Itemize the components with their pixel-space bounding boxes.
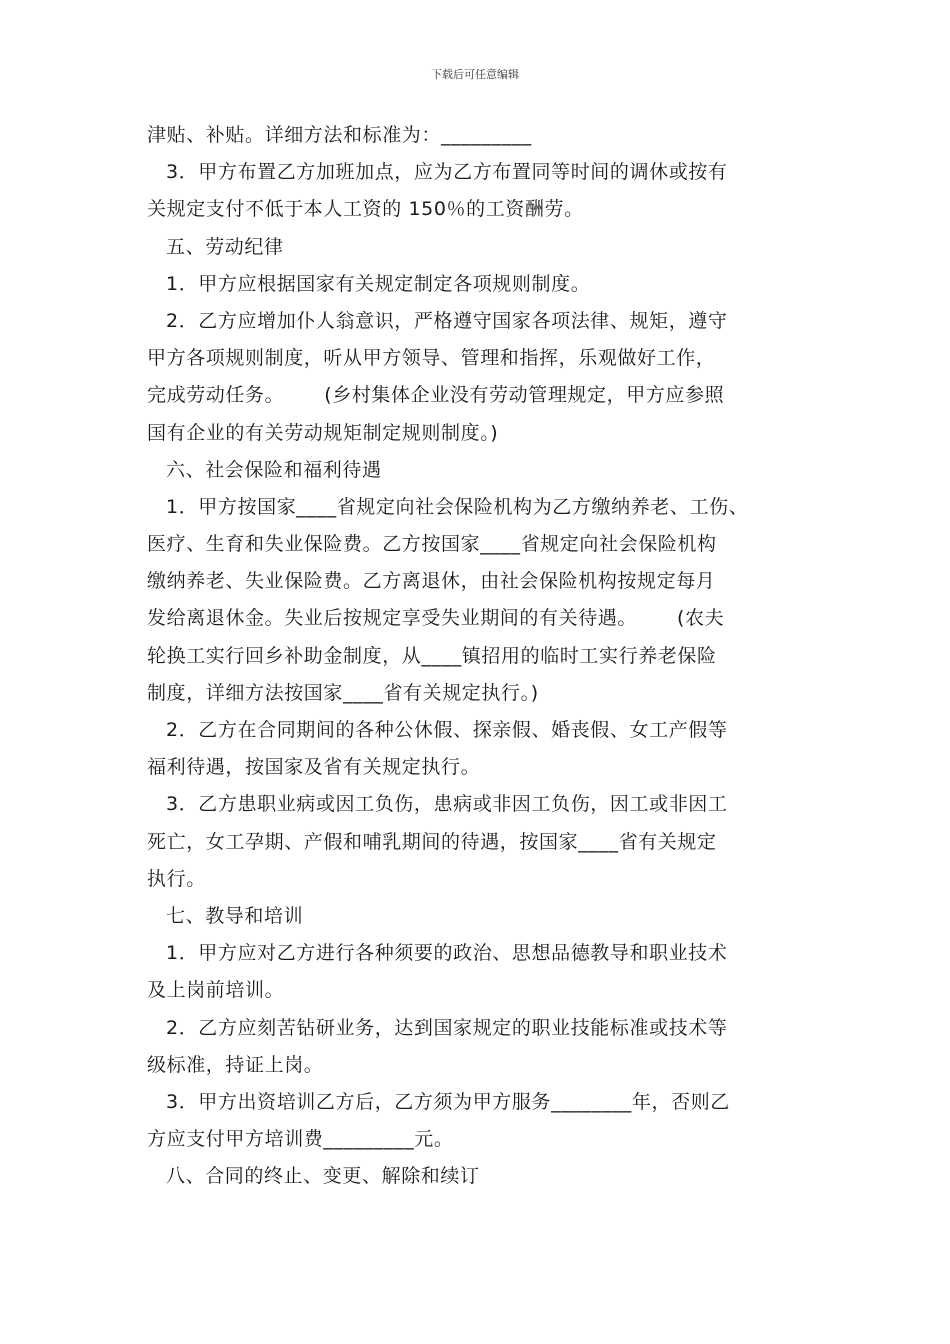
line-text: 方应支付甲方培训费_________元。 [147,1128,454,1151]
line-text: 级标准，持证上岗。 [147,1053,324,1076]
paragraph-line [147,712,837,749]
paragraph-line [147,563,837,600]
line-note: (乡村集体企业没有劳动管理规定，甲方应参照 [324,384,725,407]
paragraph-line [147,117,837,154]
paragraph-line [147,452,837,489]
line-text: 死亡，女工孕期、产假和哺乳期间的待遇，按国家____省有关规定 [147,830,717,853]
line-text: 七、教导和培训 [166,904,304,927]
line-text: 1．甲方应对乙方进行各种须要的政治、思想品德教导和职业技术 [166,942,728,965]
paragraph-line [147,303,837,340]
paragraph-line [147,898,837,935]
line-text: 完成劳动任务。 [147,384,285,407]
line-text: 轮换工实行回乡补助金制度，从____镇招用的临时工实行养老保险 [147,644,717,667]
line-text: 福利待遇，按国家及省有关规定执行。 [147,756,481,779]
line-text: 1．甲方应根据国家有关规定制定各项规则制度。 [166,272,591,295]
paragraph-line [147,377,837,414]
line-text: 2．乙方应刻苦钻研业务，达到国家规定的职业技能标准或技术等 [166,1016,728,1039]
paragraph-line [147,340,837,377]
paragraph-line [147,1084,837,1121]
line-text: 制度，详细方法按国家____省有关规定执行。) [147,681,539,704]
line-text: 2．乙方在合同期间的各种公休假、探亲假、婚丧假、女工产假等 [166,719,728,741]
paragraph-line [147,675,837,712]
paragraph-line [147,154,837,191]
paragraph-line [147,749,837,786]
paragraph-line [147,935,837,972]
paragraph-line [147,415,837,452]
line-text: 2．乙方应增加仆人翁意识，严格遵守国家各项法律、规矩，遵守 [166,309,728,332]
line-text: 1．甲方按国家____省规定向社会保险机构为乙方缴纳养老、工伤、 [166,495,749,518]
line-text: 八、合同的终止、变更、解除和续订 [166,1165,480,1188]
page-header: 下载后可任意编辑 [431,68,519,81]
paragraph-line [147,1158,837,1195]
line-text: 六、社会保险和福利待遇 [166,458,382,481]
paragraph-line [147,1010,837,1047]
paragraph-line [147,972,837,1009]
paragraph-line [147,600,837,637]
line-text: 缴纳养老、失业保险费。乙方离退休，由社会保险机构按规定每月 [147,570,716,593]
line-text: 执行。 [147,867,206,890]
paragraph-line [147,1047,837,1084]
paragraph-line [147,861,837,898]
line-text: 及上岗前培训。 [147,979,285,1002]
line-text: 发给离退休金。失业后按规定享受失业期间的有关待遇。 [147,607,638,630]
paragraph-line [147,1121,837,1158]
paragraph-line [147,191,837,228]
paragraph-line [147,229,837,266]
line-text: 津贴、补贴。详细方法和标准为：_________ [147,124,532,146]
paragraph-line [147,489,837,526]
line-text: 3．甲方布置乙方加班加点，应为乙方布置同等时间的调休或按有 [166,161,728,184]
line-note: (农夫 [677,607,725,630]
paragraph-line [147,638,837,675]
line-text: 3．乙方患职业病或因工负伤，患病或非因工负伤，因工或非因工 [166,793,728,816]
line-text: 关规定支付不低于本人工资的 150％的工资酬劳。 [147,198,584,221]
line-text: 3．甲方出资培训乙方后，乙方须为甲方服务________年，否则乙 [166,1090,730,1113]
line-text: 甲方各项规则制度，听从甲方领导、管理和指挥，乐观做好工作， [147,347,716,370]
paragraph-line [147,266,837,303]
paragraph-line [147,824,837,861]
line-text: 五、劳动纪律 [166,235,284,258]
paragraph-line [147,526,837,563]
line-text: 国有企业的有关劳动规矩制定规则制度。) [147,421,499,444]
line-text: 医疗、生育和失业保险费。乙方按国家____省规定向社会保险机构 [147,533,717,556]
document-body [147,117,837,1195]
paragraph-line [147,786,837,823]
